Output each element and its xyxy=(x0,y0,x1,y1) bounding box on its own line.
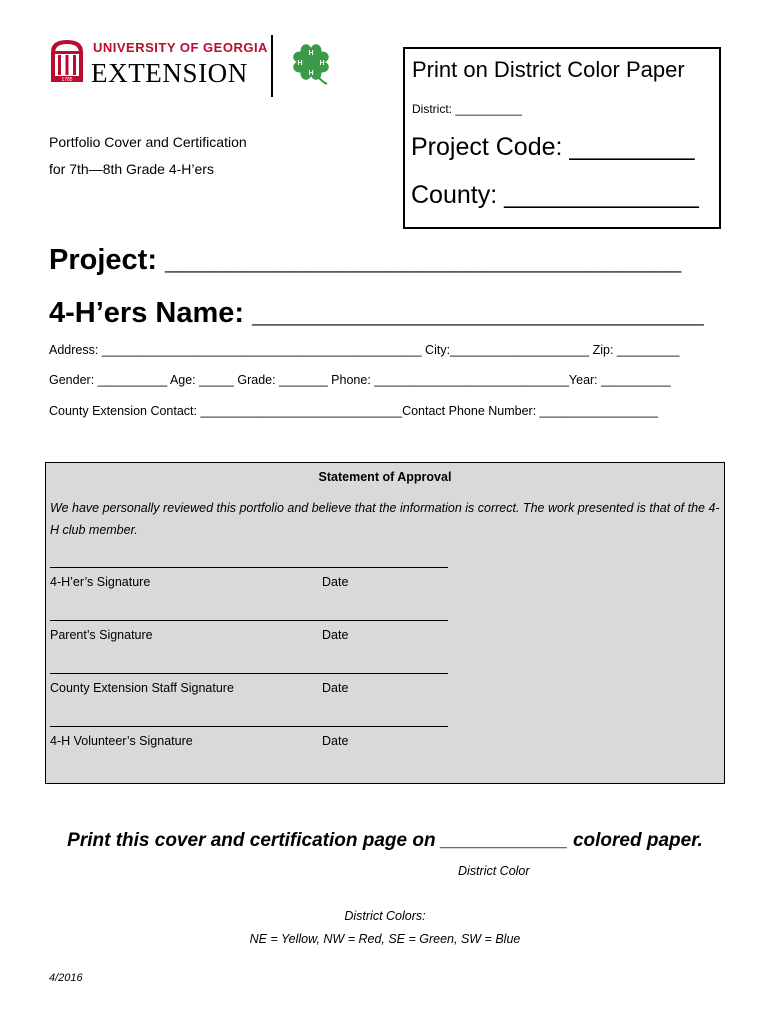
county-field: County: ______________ xyxy=(411,181,699,209)
signature-line xyxy=(50,673,448,674)
signature-line xyxy=(50,620,448,621)
four-h-clover-icon xyxy=(289,40,333,86)
district-color-label: District Color xyxy=(458,864,530,878)
project-code-field: Project Code: _________ xyxy=(411,133,695,161)
approval-title: Statement of Approval xyxy=(318,470,452,484)
extension-contact-line: County Extension Contact: _____________________________Contact Phone Number: _________________ xyxy=(49,404,658,418)
project-field: Project: ________________________________ xyxy=(49,244,682,276)
volunteer-signature-label: 4-H Volunteer’s Signature xyxy=(50,734,193,748)
revision-date: 4/2016 xyxy=(49,972,83,984)
address-city-zip-line: Address: ______________________________________________ City:____________________ Zip: _________ xyxy=(49,343,680,357)
uga-name: UNIVERSITY OF GEORGIA xyxy=(93,40,268,55)
seal-year: 1785 xyxy=(61,77,73,83)
member-name-field: 4-H’ers Name: ____________________________ xyxy=(49,297,704,329)
district-colors-list: NE = Yellow, NW = Red, SE = Green, SW = Blue xyxy=(249,932,521,946)
member-signature-label: 4-H’er’s Signature xyxy=(50,575,151,589)
district-colors-heading: District Colors: xyxy=(344,909,426,923)
parent-signature-date: Date xyxy=(322,628,349,642)
svg-text:H: H xyxy=(308,70,314,77)
staff-signature-label: County Extension Staff Signature xyxy=(50,681,234,695)
form-grade-range: for 7th—8th Grade 4-H’ers xyxy=(49,161,214,177)
gender-age-grade-phone-year-line: Gender: __________ Age: _____ Grade: _______ Phone: ____________________________Year: __________ xyxy=(49,373,671,387)
svg-text:H: H xyxy=(308,50,314,57)
extension-name: EXTENSION xyxy=(91,58,248,88)
svg-text:H: H xyxy=(319,60,325,67)
logo-divider xyxy=(271,35,273,97)
form-title: Portfolio Cover and Certification xyxy=(49,134,247,150)
signature-line xyxy=(50,726,448,727)
parent-signature-label: Parent’s Signature xyxy=(50,628,153,642)
svg-text:H: H xyxy=(297,60,303,67)
approval-statement: We have personally reviewed this portfolio and believe that the information is correct. The work presented is that of the 4-H club member. xyxy=(50,501,720,537)
uga-arch-seal-icon xyxy=(49,38,85,84)
signature-line xyxy=(50,567,448,568)
print-instruction: Print this cover and certification page on ____________ colored paper. xyxy=(67,830,703,851)
volunteer-signature-date: Date xyxy=(322,734,349,748)
district-field: District: __________ xyxy=(412,102,523,116)
staff-signature-date: Date xyxy=(322,681,349,695)
print-paper-title: Print on District Color Paper xyxy=(412,57,685,82)
member-signature-date: Date xyxy=(322,575,349,589)
